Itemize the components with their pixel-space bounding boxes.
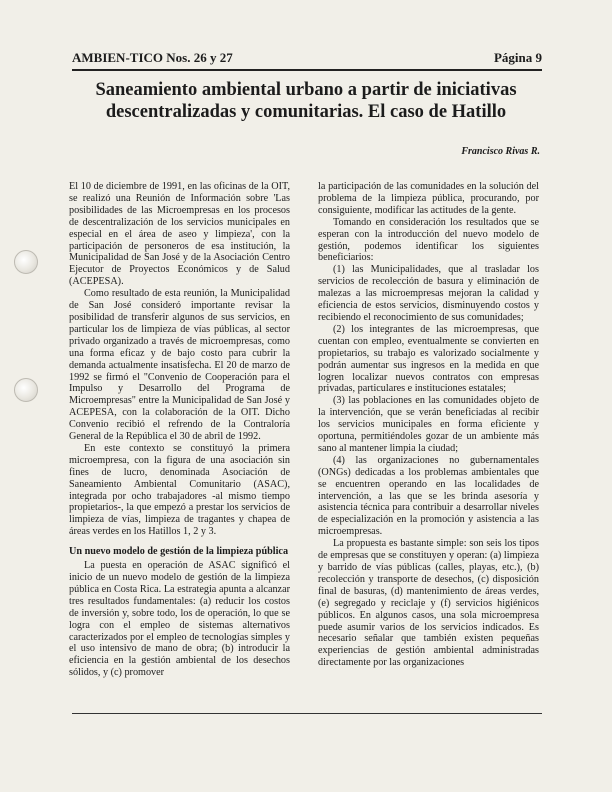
article-title: Saneamiento ambiental urbano a partir de iniciativas descentralizadas y comunitarias. El caso de Hatillo — [95, 80, 517, 122]
list-item: (1) las Municipalidades, que al trasladar los servicios de recolección de basura y eliminación de malezas a las microempresas mejoran la calidad y eficiencia de estos servicios, disminuyendo costos y recibiendo el reconocimiento de sus comunidades; — [318, 264, 539, 323]
header-divider — [72, 69, 542, 71]
paragraph: La propuesta es bastante simple: son seis los tipos de empresas que se constituyen y operan: (a) limpieza y barrido de vías públicas (calles, playas, etc.), (b) recolección y transporte de desechos, (c) disposición final de basuras, (d) mantenimiento de áreas verdes, (e) segregado y reciclaje y (f) servicios higiénicos públicos. En algunos casos, una sola microempresa puede asumir varios de los servicios indicados. Es necesario señalar que también existen pequeñas experiencias de gestión ambiental administradas directamente por las organizaciones — [318, 538, 539, 669]
left-column — [69, 181, 290, 679]
list-item: (2) los integrantes de las microempresas, que cuentan con empleo, eventualmente se convierten en propietarios, su trabajo es valorizado socialmente y podrán aumentar sus ingresos en la medida en que logren localizar nuevos contratos con empresas privadas, particulares e instituciones estatales; — [318, 323, 539, 395]
list-item: (4) las organizaciones no gubernamentales (ONGs) dedicadas a los problemas ambientales que se encuentren operando en las localidades de intervención, a las que se les brinda asesoría y asistencia técnica para contribuir a desarrollar niveles de especialización en la promoción y asistencia a las microempresas. — [318, 454, 539, 538]
right-column — [318, 181, 539, 669]
paragraph: Tomando en consideración los resultados que se esperan con la introducción del nuevo modelo de gestión, podemos identificar los siguientes beneficiarios: — [318, 216, 539, 264]
section-heading: Un nuevo modelo de gestión de la limpieza pública — [69, 546, 289, 558]
paragraph: El 10 de diciembre de 1991, en las oficinas de la OIT, se realizó una Reunión de Información sobre 'Las posibilidades de las Microempresas en los procesos de descentralización de los servicios municipales en especial en el área de aseo y limpieza', con la participación de personeros de esa institución, la Municipalidad de San José y de la Asociación Centro Ejecutor de Proyectos Económicos y de Salud (ACEPESA). — [69, 181, 290, 288]
article-author: Francisco Rivas R. — [461, 146, 540, 157]
paragraph: La puesta en operación de ASAC significó el inicio de un nuevo modelo de gestión de la limpieza pública en Costa Rica. La estrategia apunta a alcanzar tres resultados fundamentales: (a) reducir los costos de inversión y, sobre todo, los de operación, lo que se logra con el empleo de sistemas alternativos caracterizados por el empleo de tecnologías simples y el uso intensivo de mano de obra; (b) introducir la eficiencia en la gestión ambiental de los desechos sólidos, y (c) promover — [69, 560, 290, 679]
footer-divider — [72, 713, 542, 714]
paragraph: En este contexto se constituyó la primera microempresa, con la figura de una asociación sin fines de lucro, denominada Asociación de Saneamiento Ambiental Comunitario (ASAC), integrada por ocho trabajadores -al mismo tiempo propietarios-, la que empezó a prestar los servicios de limpieza de vías, limpieza de tragantes y chapea de áreas verdes en los Hatillos 1, 2 y 3. — [69, 442, 290, 538]
list-item: (3) las poblaciones en las comunidades objeto de la intervención, que se verán beneficiadas al recibir los servicios municipales en forma eficiente y oportuna, permitiéndoles gozar de un ambiente más sano al mantener limpia la ciudad; — [318, 395, 539, 454]
publication-name: AMBIEN-TICO Nos. 26 y 27 — [72, 50, 233, 65]
page-number: Página 9 — [493, 50, 542, 65]
paragraph: Como resultado de esta reunión, la Municipalidad de San José consideró importante revisar la posibilidad de transferir algunos de sus servicios, en particular los de limpieza de vías públicas, al sector privado organizado a través de microempresas, como una forma eficaz y de bajo costo para cubrir la demanda actualmente insatisfecha. El 20 de marzo de 1992 se firmó el "Convenio de Cooperación para el Impulso y Desarrollo del Programa de Microempresas" entre la Municipalidad de San José y ACEPESA, con la colaboración de la OIT. Dicho Convenio recibió el refrendo de la Contraloría General de la República el 30 de abril de 1992. — [69, 288, 290, 443]
paragraph: la participación de las comunidades en la solución del problema de la limpieza pública, procurando, por consiguiente, modificar las actitudes de la gente. — [318, 181, 539, 216]
binder-hole — [14, 250, 38, 274]
binder-hole — [14, 378, 38, 402]
running-header — [72, 50, 542, 68]
